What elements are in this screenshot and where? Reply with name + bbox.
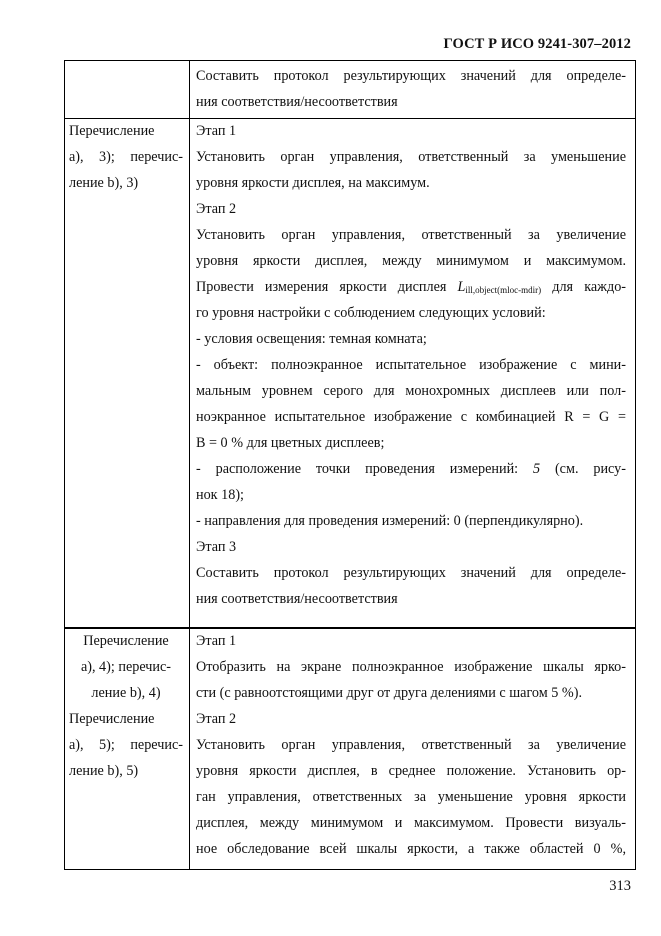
text-line: ния соответствия/несоответствия bbox=[196, 94, 398, 110]
reference-line: ление b), 3) bbox=[69, 175, 139, 191]
text-line: уровня яркости дисплея, на максимум. bbox=[196, 175, 430, 191]
text-line: ноэкранное испытательное изображение с комбинацией R = G = bbox=[196, 409, 626, 425]
measure-prefix: Провести измерения яркости дисплея bbox=[196, 279, 458, 295]
reference-line: а), 5); перечис- bbox=[69, 737, 183, 753]
page-number: 313 bbox=[609, 878, 631, 894]
text-line: - условия освещения: темная комната; bbox=[196, 331, 427, 347]
text-line: Составить протокол результирующих значений для определе- bbox=[196, 565, 626, 581]
text-line: - объект: полноэкранное испытательное изображение с мини- bbox=[196, 357, 626, 373]
text-line: Установить орган управления, ответственный за уменьшение bbox=[196, 149, 626, 165]
reference-line: ление b), 4) bbox=[91, 685, 161, 701]
text-line: B = 0 % для цветных дисплеев; bbox=[196, 435, 385, 451]
requirements-table bbox=[64, 60, 636, 870]
text-line: Отобразить на экране полноэкранное изображение шкалы ярко- bbox=[196, 659, 626, 675]
reference-line: Перечисление bbox=[69, 711, 155, 727]
text-line: уровня яркости дисплея, между минимумом и максимумом. bbox=[196, 253, 626, 269]
column-divider bbox=[189, 61, 190, 869]
text-line: сти (с равноотстоящими друг от друга делениями с шагом 5 %). bbox=[196, 685, 583, 701]
text-line: Установить орган управления, ответственный за увеличение bbox=[196, 737, 626, 753]
text-line: Составить протокол результирующих значений для определе- bbox=[196, 68, 626, 84]
measure-suffix: для каждо- bbox=[541, 279, 627, 295]
text-line: - направления для проведения измерений: 0 (перпендикулярно). bbox=[196, 513, 584, 529]
reference-line: а), 4); перечис- bbox=[80, 659, 172, 675]
row0-procedure bbox=[196, 63, 626, 115]
text-line: дисплея, между минимумом и максимумом. Провести визуаль- bbox=[196, 815, 626, 831]
text-line: уровня яркости дисплея, в среднее положение. Установить ор- bbox=[196, 763, 626, 779]
luminance-symbol: L bbox=[457, 279, 466, 295]
point-line bbox=[196, 456, 626, 482]
text-line: нок 18); bbox=[196, 487, 244, 503]
text-line: Установить орган управления, ответственный за увеличение bbox=[196, 227, 626, 243]
point-prefix: - расположение точки проведения измерений: bbox=[196, 461, 533, 477]
point-value: 5 bbox=[532, 461, 541, 477]
point-suffix: (см. рису- bbox=[540, 461, 626, 477]
luminance-subscript: ill,object(mloc-mdir) bbox=[465, 285, 542, 295]
stage-label: Этап 1 bbox=[196, 633, 237, 649]
reference-line: ление b), 5) bbox=[69, 763, 139, 779]
stage-label: Этап 2 bbox=[196, 201, 237, 217]
text-line: ган управления, ответственных за уменьшение уровня яркости bbox=[196, 789, 626, 805]
stage-label: Этап 2 bbox=[196, 711, 237, 727]
row1-procedure bbox=[196, 118, 626, 612]
reference-line: Перечисление bbox=[83, 633, 169, 649]
row1-reference bbox=[69, 118, 183, 196]
text-line: ния соответствия/несоответствия bbox=[196, 591, 398, 607]
document-header: ГОСТ Р ИСО 9241-307–2012 bbox=[443, 36, 631, 52]
text-line: ное обследование всей шкалы яркости, а также областей 0 %, bbox=[196, 841, 626, 857]
row2-reference bbox=[69, 628, 183, 784]
reference-line: Перечисление bbox=[69, 123, 155, 139]
measure-line bbox=[196, 274, 626, 300]
text-line: мальным уровнем серого для монохромных дисплеев или пол- bbox=[196, 383, 626, 399]
text-line: го уровня настройки с соблюдением следующих условий: bbox=[196, 305, 546, 321]
reference-line: а), 3); перечис- bbox=[69, 149, 183, 165]
stage-label: Этап 1 bbox=[196, 123, 237, 139]
row2-procedure bbox=[196, 628, 626, 862]
stage-label: Этап 3 bbox=[196, 539, 237, 555]
